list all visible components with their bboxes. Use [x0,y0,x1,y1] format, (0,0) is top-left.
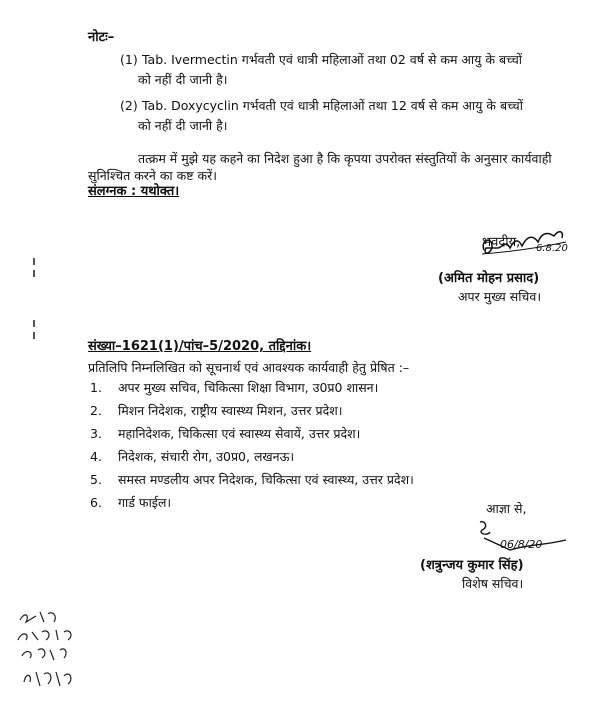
recipient-text: महानिदेशक, चिकित्सा एवं स्वास्थ्य सेवायें, उत्तर प्रदेश। [118,426,361,441]
margin-mark [33,320,35,327]
recipient-text: गार्ड फाईल। [118,495,172,510]
margin-mark [33,270,35,277]
note-text-line1: Tab. Ivermectin गर्भवती एवं धात्री महिलाओं तथा 02 वर्ष से कम आयु के बच्चों [141,52,523,67]
order-line: आज्ञा से, [486,501,527,516]
margin-mark [33,258,35,265]
list-number: 2. [90,403,102,418]
signature-date: 6.8.20 [536,243,568,254]
notes-heading: नोटः– [88,30,115,45]
recipient-text: निदेशक, संचारी रोग, उ0प्र0, लखनऊ। [118,449,295,464]
list-item [90,468,414,491]
instruction-paragraph: तत्क्रम में मुझे यह कहने का निदेश हुआ है कि कृपया उपरोक्त संस्तुतियों के अनुसार कार्यवाही सुनिश्चित करने का कष्ट करें। [88,151,552,183]
list-item [90,422,414,445]
list-item [90,399,414,422]
recipient-text: समस्त मण्डलीय अपर निदेशक, चिकित्सा एवं स्वास्थ्य, उत्तर प्रदेश। [118,472,414,487]
note-item [120,50,590,90]
note-text-line1: Tab. Doxycyclin गर्भवती एवं धात्री महिलाओं तथा 12 वर्ष से कम आयु के बच्चों [141,98,523,113]
enclosure-line: संलग्नक : यथोक्त। [88,184,180,199]
handwritten-note [14,606,94,698]
recipient-text: मिशन निदेशक, राष्ट्रीय स्वास्थ्य मिशन, उत्तर प्रदेश। [118,403,343,418]
list-number: 3. [90,426,102,441]
salutation: भवदीय, [482,235,521,250]
list-number: 6. [90,495,102,510]
margin-mark [33,332,35,339]
note-number: (2) [120,98,138,113]
reference-number: संख्या–1621(1)/पांच–5/2020, तद्दिनांक। [88,339,312,354]
list-item [90,376,414,399]
note-number: (1) [120,52,138,67]
note-text-line2: को नहीं दी जानी है। [138,72,228,87]
list-item [90,445,414,468]
signatory-designation: विशेष सचिव। [462,576,524,591]
note-text-line2: को नहीं दी जानी है। [138,118,228,133]
recipient-list [90,376,414,514]
copy-intro: प्रतिलिपि निम्नलिखित को सूचनार्थ एवं आवश्यक कार्यवाही हेतु प्रेषित :– [88,360,410,375]
signatory-designation: अपर मुख्य सचिव। [458,289,542,304]
list-number: 1. [90,380,102,395]
signatory-name: (अमित मोहन प्रसाद) [438,271,540,286]
list-item [90,491,414,514]
list-number: 5. [90,472,102,487]
signature-date: 06/8/20 [500,538,543,551]
list-number: 4. [90,449,102,464]
recipient-text: अपर मुख्य सचिव, चिकित्सा शिक्षा विभाग, उ0प्र0 शासन। [118,380,379,395]
signatory-name: (शत्रुन्जय कुमार सिंह) [420,558,524,573]
note-item [120,96,590,136]
